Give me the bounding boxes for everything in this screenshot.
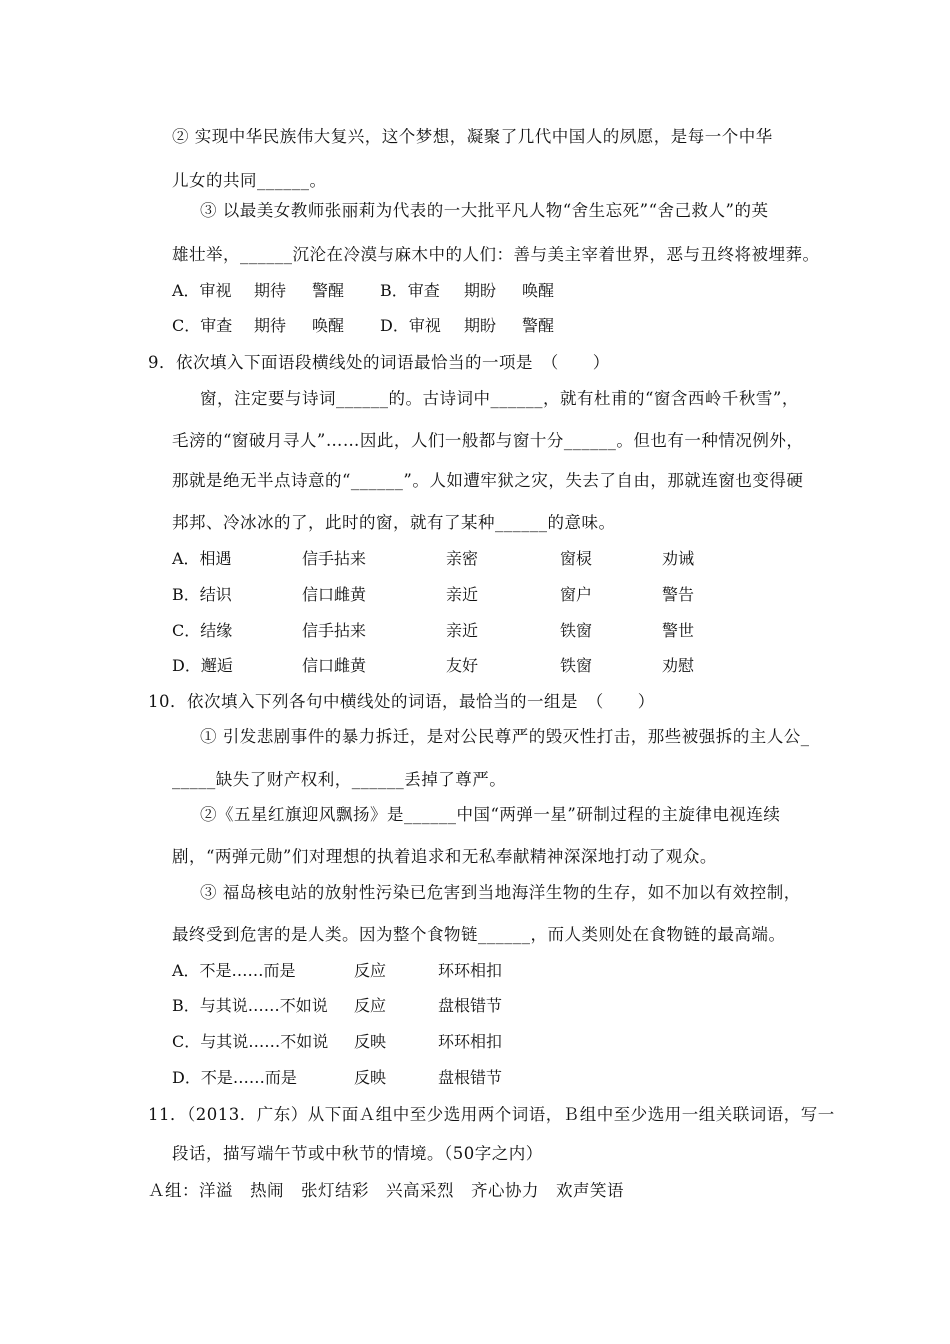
q9-option-cell: 信口雌黄 xyxy=(302,585,367,604)
q10-sentence3-line1: ③ 福岛核电站的放射性污染已危害到当地海洋生物的生存，如不加以有效控制， xyxy=(200,883,801,902)
q10-sentence1-line1: ① 引发悲剧事件的暴力拆迁，是对公民尊严的毁灭性打击，那些被强拆的主人公_ xyxy=(200,727,810,746)
q9-passage-line3: 那就是绝无半点诗意的“______”。人如遭牢狱之灾，失去了自由，那就连窗也变得硬 xyxy=(172,471,804,490)
q10-option-b: B．与其说……不如说 xyxy=(172,996,328,1015)
q8-sentence2-line2: 儿女的共同______。 xyxy=(172,171,327,190)
q8-option-b: B．审查 xyxy=(380,281,440,300)
q8-sentence3-line2: 雄壮举，______沉沦在冷漠与麻木中的人们：善与美主宰着世界，恶与丑终将被埋葬。 xyxy=(172,245,820,264)
q8-sentence2-line1: ② 实现中华民族伟大复兴，这个梦想，凝聚了几代中国人的夙愿，是每一个中华 xyxy=(172,127,773,146)
q8-option-cell: 期盼 xyxy=(464,281,497,300)
q9-option-a: A．相遇 xyxy=(172,549,232,568)
q8-option-cell: 唤醒 xyxy=(522,281,555,300)
q10-sentence2-line1: ②《五星红旗迎风飘扬》是______中国“两弹一星”研制过程的主旋律电视连续 xyxy=(200,805,781,824)
q10-option-cell: 环环相扣 xyxy=(438,961,503,980)
q9-option-cell: 信口雌黄 xyxy=(302,656,367,675)
q8-option-cell: 期待 xyxy=(254,316,287,335)
q9-option-cell: 窗棂 xyxy=(560,549,593,568)
q11-stem-line2: 段话，描写端午节或中秋节的情境。（50字之内） xyxy=(172,1144,543,1163)
q10-sentence2-line2: 剧，“两弹元勋”们对理想的执着追求和无私奉献精神深深地打动了观众。 xyxy=(172,847,717,866)
q10-option-c: C．与其说……不如说 xyxy=(172,1032,329,1051)
q9-option-c: C．结缘 xyxy=(172,621,233,640)
q10-option-d: D．不是……而是 xyxy=(172,1068,297,1087)
q9-option-cell: 铁窗 xyxy=(560,656,593,675)
q10-option-cell: 反应 xyxy=(354,961,387,980)
q10-option-cell: 盘根错节 xyxy=(438,1068,503,1087)
q9-option-cell: 亲密 xyxy=(446,549,479,568)
q11-group-a: Ａ组：洋溢 热闹 张灯结彩 兴高采烈 齐心协力 欢声笑语 xyxy=(148,1181,624,1200)
q9-passage-line2: 毛滂的“窗破月寻人”……因此，人们一般都与窗十分______。但也有一种情况例外， xyxy=(172,431,804,450)
q9-option-cell: 信手拈来 xyxy=(302,621,367,640)
q10-option-a: A．不是……而是 xyxy=(172,961,296,980)
q8-option-c: C．审查 xyxy=(172,316,233,335)
q10-option-cell: 反映 xyxy=(354,1068,387,1087)
q8-option-cell: 唤醒 xyxy=(312,316,345,335)
q9-option-b: B．结识 xyxy=(172,585,232,604)
q9-passage-line4: 邦邦、冷冰冰的了，此时的窗，就有了某种______的意味。 xyxy=(172,513,616,532)
q9-option-cell: 警世 xyxy=(662,621,695,640)
q9-option-cell: 劝慰 xyxy=(662,656,695,675)
q10-sentence3-line2: 最终受到危害的是人类。因为整个食物链______，而人类则处在食物链的最高端。 xyxy=(172,925,786,944)
q10-option-cell: 盘根错节 xyxy=(438,996,503,1015)
q10-option-cell: 环环相扣 xyxy=(438,1032,503,1051)
q9-passage-line1: 窗，注定要与诗词______的。古诗词中______，就有杜甫的“窗含西岭千秋雪”， xyxy=(200,389,799,408)
q8-option-d: D．审视 xyxy=(380,316,441,335)
q9-option-cell: 信手拈来 xyxy=(302,549,367,568)
q8-option-cell: 期盼 xyxy=(464,316,497,335)
q8-option-cell: 警醒 xyxy=(312,281,345,300)
q11-stem-line1: 11．（2013．广东）从下面Ａ组中至少选用两个词语，Ｂ组中至少选用一组关联词语，写一 xyxy=(148,1105,835,1124)
q9-option-cell: 警告 xyxy=(662,585,695,604)
q10-stem: 10．依次填入下列各句中横线处的词语，最恰当的一组是 （ ） xyxy=(148,692,655,711)
q9-option-cell: 劝诫 xyxy=(662,549,695,568)
q9-option-cell: 友好 xyxy=(446,656,479,675)
q10-option-cell: 反应 xyxy=(354,996,387,1015)
q9-stem: 9．依次填入下面语段横线处的词语最恰当的一项是 （ ） xyxy=(148,353,610,372)
q9-option-cell: 铁窗 xyxy=(560,621,593,640)
q10-option-cell: 反映 xyxy=(354,1032,387,1051)
q8-option-a: A．审视 xyxy=(172,281,232,300)
q10-sentence1-line2: _____缺失了财产权利，______丢掉了尊严。 xyxy=(172,770,507,789)
q8-sentence3-line1: ③ 以最美女教师张丽莉为代表的一大批平凡人物“舍生忘死”“舍己救人”的英 xyxy=(200,201,769,220)
q8-option-cell: 警醒 xyxy=(522,316,555,335)
q9-option-cell: 亲近 xyxy=(446,621,479,640)
q9-option-cell: 亲近 xyxy=(446,585,479,604)
q8-option-cell: 期待 xyxy=(254,281,287,300)
q9-option-cell: 窗户 xyxy=(560,585,593,604)
q9-option-d: D．邂逅 xyxy=(172,656,233,675)
